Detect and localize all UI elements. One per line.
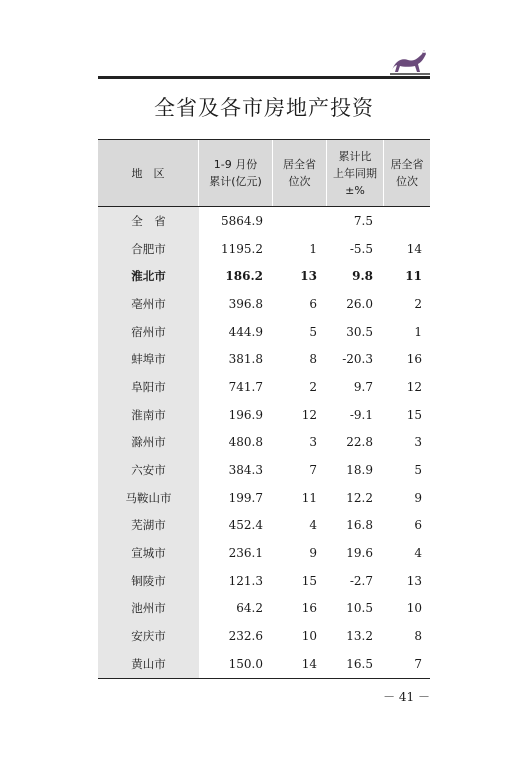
yoy-change-cell: 12.2 [346, 490, 373, 505]
region-cell: 安庆市 [131, 629, 166, 644]
region-cell: 芜湖市 [131, 518, 166, 533]
rank-value-cell: 8 [309, 352, 317, 367]
table-row [98, 207, 430, 235]
region-cell: 合肥市 [131, 241, 166, 256]
value-cell: 199.7 [228, 490, 263, 505]
rank-value-cell: 3 [309, 435, 317, 450]
yoy-change-cell: 10.5 [346, 601, 373, 616]
region-cell: 淮北市 [131, 269, 166, 284]
rank-change-cell: 11 [405, 269, 422, 284]
value-cell: 236.1 [228, 546, 263, 561]
table-header [98, 139, 430, 207]
table-row [98, 595, 430, 623]
yoy-change-cell: 26.0 [346, 296, 373, 311]
yoy-change-cell: 18.9 [346, 463, 373, 478]
region-cell: 宣城市 [131, 546, 166, 561]
rank-change-cell: 4 [414, 546, 422, 561]
rank-value-cell: 15 [301, 573, 317, 588]
table-bottom-rule [98, 678, 430, 679]
table-body [98, 207, 430, 678]
table-row [98, 345, 430, 373]
value-cell: 452.4 [228, 518, 263, 533]
rank-change-cell: 16 [406, 352, 422, 367]
data-table [98, 139, 430, 679]
region-cell: 池州市 [131, 601, 166, 616]
table-row [98, 429, 430, 457]
region-cell: 滁州市 [131, 435, 166, 450]
region-cell: 铜陵市 [131, 573, 166, 588]
rank-value-cell: 1 [309, 241, 317, 256]
page-title: 全省及各市房地产投资 [154, 96, 374, 120]
table-row [98, 290, 430, 318]
yoy-change-cell: 9.7 [353, 379, 373, 394]
region-cell: 宿州市 [131, 324, 166, 339]
header-rank-change: 居全省 位次 [390, 158, 424, 188]
value-cell: 150.0 [228, 656, 263, 671]
rank-change-cell: 7 [414, 656, 422, 671]
rank-value-cell: 9 [309, 546, 317, 561]
table-row [98, 539, 430, 567]
rank-change-cell: 14 [406, 241, 422, 256]
rank-value-cell: 10 [301, 629, 317, 644]
header-cumulative: 1-9 月份 累计(亿元) [199, 140, 273, 206]
yoy-change-cell: -9.1 [349, 407, 373, 422]
table-row [98, 484, 430, 512]
table-row [98, 318, 430, 346]
table-row [98, 650, 430, 678]
rank-change-cell: 1 [414, 324, 422, 339]
yoy-change-cell: 9.8 [352, 269, 373, 284]
yoy-change-cell: -2.7 [349, 573, 373, 588]
rank-value-cell: 11 [301, 490, 317, 505]
yoy-change-cell: 16.5 [346, 656, 373, 671]
value-cell: 384.3 [228, 463, 263, 478]
rank-change-cell: 3 [414, 435, 422, 450]
rank-change-cell: 9 [414, 490, 422, 505]
rank-change-cell: 15 [406, 407, 422, 422]
header-region: 地 区 [98, 140, 199, 206]
rank-value-cell: 2 [309, 379, 317, 394]
value-cell: 741.7 [228, 379, 263, 394]
table-row [98, 401, 430, 429]
yoy-change-cell: 13.2 [346, 629, 373, 644]
region-cell: 亳州市 [131, 296, 166, 311]
rank-value-cell: 7 [309, 463, 317, 478]
table-row [98, 622, 430, 650]
table-row [98, 235, 430, 263]
value-cell: 381.8 [228, 352, 263, 367]
value-cell: 196.9 [228, 407, 263, 422]
value-cell: 186.2 [225, 269, 263, 284]
yoy-change-cell: 19.6 [346, 546, 373, 561]
page-number: － 41 － [383, 690, 430, 704]
value-cell: 396.8 [228, 296, 263, 311]
value-cell: 121.3 [228, 573, 263, 588]
region-cell: 蚌埠市 [131, 352, 166, 367]
value-cell: 444.9 [228, 324, 263, 339]
table-row [98, 456, 430, 484]
horse-logo-icon [388, 46, 432, 76]
yoy-change-cell: -5.5 [349, 241, 373, 256]
rank-value-cell: 16 [301, 601, 317, 616]
rank-value-cell: 12 [301, 407, 317, 422]
region-cell: 马鞍山市 [125, 490, 172, 505]
rank-value-cell: 13 [300, 269, 317, 284]
value-cell: 5864.9 [221, 213, 263, 228]
header-yoy-change: 累计比 上年同期 ±% [327, 140, 384, 206]
rank-change-cell: 10 [406, 601, 422, 616]
rank-change-cell: 2 [414, 296, 422, 311]
rank-value-cell: 5 [309, 324, 317, 339]
value-cell: 1195.2 [221, 241, 263, 256]
rank-change-cell: 5 [414, 463, 422, 478]
table-row [98, 262, 430, 290]
yoy-change-cell: 7.5 [353, 213, 373, 228]
rank-change-cell: 12 [406, 379, 422, 394]
region-cell: 黄山市 [131, 656, 166, 671]
table-row [98, 567, 430, 595]
region-cell: 淮南市 [131, 407, 166, 422]
rank-change-cell: 6 [414, 518, 422, 533]
rank-change-cell: 13 [406, 573, 422, 588]
yoy-change-cell: 30.5 [346, 324, 373, 339]
region-cell: 六安市 [131, 463, 166, 478]
table-row [98, 512, 430, 540]
yoy-change-cell: -20.3 [342, 352, 373, 367]
value-cell: 232.6 [228, 629, 263, 644]
table-row [98, 373, 430, 401]
yoy-change-cell: 16.8 [346, 518, 373, 533]
rank-change-cell: 8 [414, 629, 422, 644]
yoy-change-cell: 22.8 [346, 435, 373, 450]
region-cell: 全 省 [131, 213, 166, 228]
rank-value-cell: 14 [301, 656, 317, 671]
header-rule [98, 76, 430, 79]
value-cell: 64.2 [236, 601, 263, 616]
rank-value-cell: 6 [309, 296, 317, 311]
value-cell: 480.8 [228, 435, 263, 450]
region-cell: 阜阳市 [131, 379, 166, 394]
rank-value-cell: 4 [309, 518, 317, 533]
header-rank-value: 居全省 位次 [273, 140, 327, 206]
